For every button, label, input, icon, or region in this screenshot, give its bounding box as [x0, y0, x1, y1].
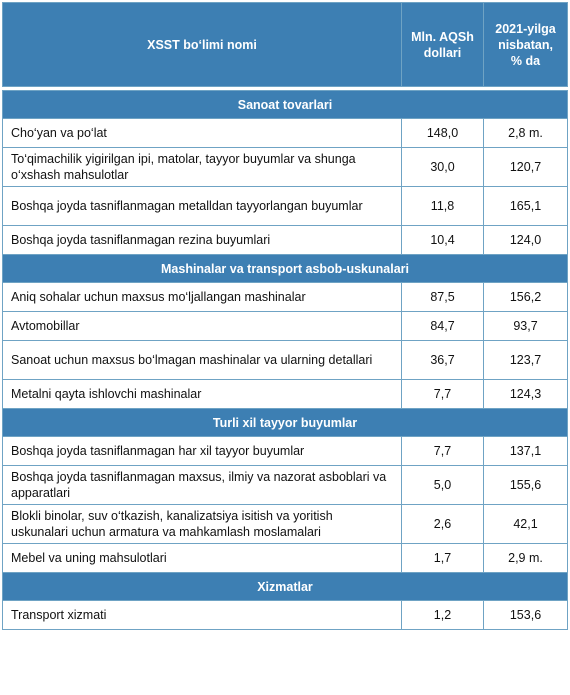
section-title: Mashinalar va transport asbob-uskunalari	[3, 255, 568, 283]
row-change: 93,7	[484, 312, 568, 341]
row-change: 123,7	[484, 341, 568, 380]
row-name: Boshqa joyda tasniflanmagan maxsus, ilmiy va nazorat asboblari va apparatlari	[3, 466, 402, 505]
header-value: Mln. AQSh dollari	[402, 3, 484, 87]
row-value: 30,0	[402, 148, 484, 187]
row-name: Mebel va uning mahsulotlari	[3, 544, 402, 573]
section-header	[3, 409, 568, 437]
row-value: 11,8	[402, 187, 484, 226]
row-change: 156,2	[484, 283, 568, 312]
section-title: Xizmatlar	[3, 573, 568, 601]
section-header	[3, 255, 568, 283]
row-value: 84,7	[402, 312, 484, 341]
row-value: 1,2	[402, 601, 484, 630]
table-row	[3, 119, 568, 148]
table-header-row	[3, 3, 568, 87]
row-value: 2,6	[402, 505, 484, 544]
row-name: Boshqa joyda tasniflanmagan metalldan tayyorlangan buyumlar	[3, 187, 402, 226]
table-row	[3, 312, 568, 341]
section-title: Turli xil tayyor buyumlar	[3, 409, 568, 437]
row-change: 137,1	[484, 437, 568, 466]
row-value: 148,0	[402, 119, 484, 148]
trade-table	[2, 2, 568, 630]
section-header	[3, 573, 568, 601]
table-row	[3, 505, 568, 544]
row-change: 124,3	[484, 380, 568, 409]
table-row	[3, 148, 568, 187]
row-name: Sanoat uchun maxsus bo‘lmagan mashinalar va ularning detallari	[3, 341, 402, 380]
row-change: 165,1	[484, 187, 568, 226]
table-row	[3, 226, 568, 255]
row-value: 1,7	[402, 544, 484, 573]
row-change: 2,9 m.	[484, 544, 568, 573]
row-name: Boshqa joyda tasniflanmagan har xil tayyor buyumlar	[3, 437, 402, 466]
table-row	[3, 380, 568, 409]
row-change: 124,0	[484, 226, 568, 255]
row-change: 153,6	[484, 601, 568, 630]
table-row	[3, 341, 568, 380]
table-row	[3, 601, 568, 630]
row-name: Cho‘yan va po‘lat	[3, 119, 402, 148]
row-value: 10,4	[402, 226, 484, 255]
table-row	[3, 187, 568, 226]
row-name: Boshqa joyda tasniflanmagan rezina buyumlari	[3, 226, 402, 255]
row-change: 120,7	[484, 148, 568, 187]
row-change: 155,6	[484, 466, 568, 505]
row-name: Transport xizmati	[3, 601, 402, 630]
row-value: 5,0	[402, 466, 484, 505]
table-row	[3, 437, 568, 466]
row-name: Metalni qayta ishlovchi mashinalar	[3, 380, 402, 409]
section-header	[3, 91, 568, 119]
row-name: To‘qimachilik yigirilgan ipi, matolar, tayyor buyumlar va shunga o‘xshash mahsulotlar	[3, 148, 402, 187]
header-change: 2021-yilga nisbatan, % da	[484, 3, 568, 87]
row-change: 2,8 m.	[484, 119, 568, 148]
table-row	[3, 544, 568, 573]
section-title: Sanoat tovarlari	[3, 91, 568, 119]
row-name: Blokli binolar, suv o‘tkazish, kanalizatsiya isitish va yoritish uskunalari uchun armatura va mahkamlash moslamalari	[3, 505, 402, 544]
row-name: Avtomobillar	[3, 312, 402, 341]
table-row	[3, 283, 568, 312]
row-change: 42,1	[484, 505, 568, 544]
table-row	[3, 466, 568, 505]
row-value: 87,5	[402, 283, 484, 312]
row-value: 7,7	[402, 380, 484, 409]
row-value: 36,7	[402, 341, 484, 380]
row-name: Aniq sohalar uchun maxsus mo‘ljallangan mashinalar	[3, 283, 402, 312]
row-value: 7,7	[402, 437, 484, 466]
header-name: XSST bo‘limi nomi	[3, 3, 402, 87]
